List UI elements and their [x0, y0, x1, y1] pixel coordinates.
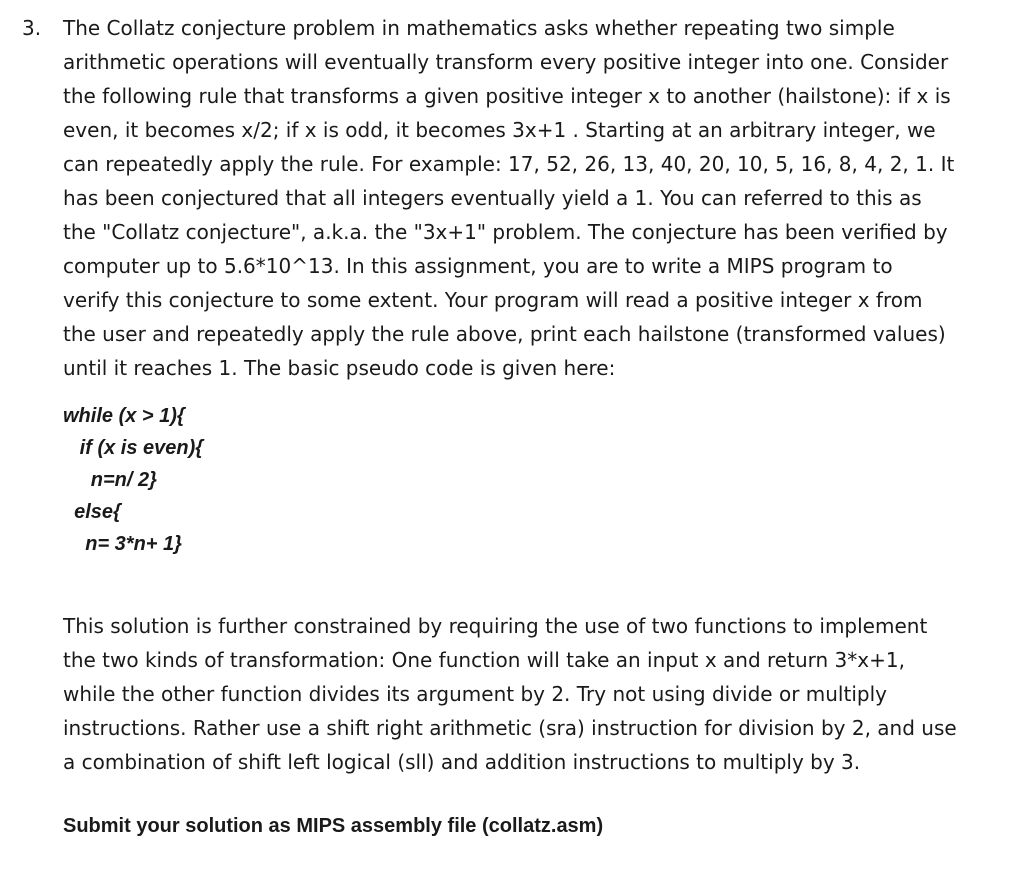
constraint-paragraph [63, 609, 1003, 779]
constraint-line: the two kinds of transformation: One function will take an input x and return 3*x+1, [63, 648, 905, 672]
intro-line: the "Collatz conjecture", a.k.a. the "3x+1" problem. The conjecture has been verified by [63, 220, 948, 244]
pseudo-code-line: while (x > 1){ [63, 405, 185, 427]
submit-note: Submit your solution as MIPS assembly file (collatz.asm) [63, 815, 604, 837]
intro-line: has been conjectured that all integers eventually yield a 1. You can referred to this as [63, 186, 922, 210]
constraint-line: instructions. Rather use a shift right arithmetic (sra) instruction for division by 2, and use [63, 716, 957, 740]
pseudo-code-line: n= 3*n+ 1} [63, 533, 182, 555]
intro-line: even, it becomes x/2; if x is odd, it becomes 3x+1 . Starting at an arbitrary integer, we [63, 118, 936, 142]
constraint-line: a combination of shift left logical (sll) and addition instructions to multiply by 3. [63, 750, 861, 774]
constraint-line: This solution is further constrained by requiring the use of two functions to implement [63, 614, 928, 638]
intro-line: computer up to 5.6*10^13. In this assignment, you are to write a MIPS program to [63, 254, 893, 278]
question-number: 3. [22, 16, 42, 40]
intro-line: until it reaches 1. The basic pseudo code is given here: [63, 356, 616, 380]
constraint-line: while the other function divides its argument by 2. Try not using divide or multiply [63, 682, 887, 706]
intro-line: arithmetic operations will eventually transform every positive integer into one. Consider [63, 50, 949, 74]
intro-line: can repeatedly apply the rule. For example: 17, 52, 26, 13, 40, 20, 10, 5, 16, 8, 4, 2, 1. It [63, 152, 955, 176]
intro-line: The Collatz conjecture problem in mathematics asks whether repeating two simple [63, 16, 895, 40]
intro-paragraph [63, 11, 1003, 385]
pseudo-code-block [63, 400, 203, 560]
intro-line: the following rule that transforms a given positive integer x to another (hailstone): if x is [63, 84, 951, 108]
pseudo-code-line: if (x is even){ [63, 437, 204, 459]
intro-line: the user and repeatedly apply the rule above, print each hailstone (transformed values) [63, 322, 946, 346]
pseudo-code-line: n=n/ 2} [63, 469, 157, 491]
pseudo-code-line: else{ [63, 501, 121, 523]
intro-line: verify this conjecture to some extent. Your program will read a positive integer x from [63, 288, 923, 312]
